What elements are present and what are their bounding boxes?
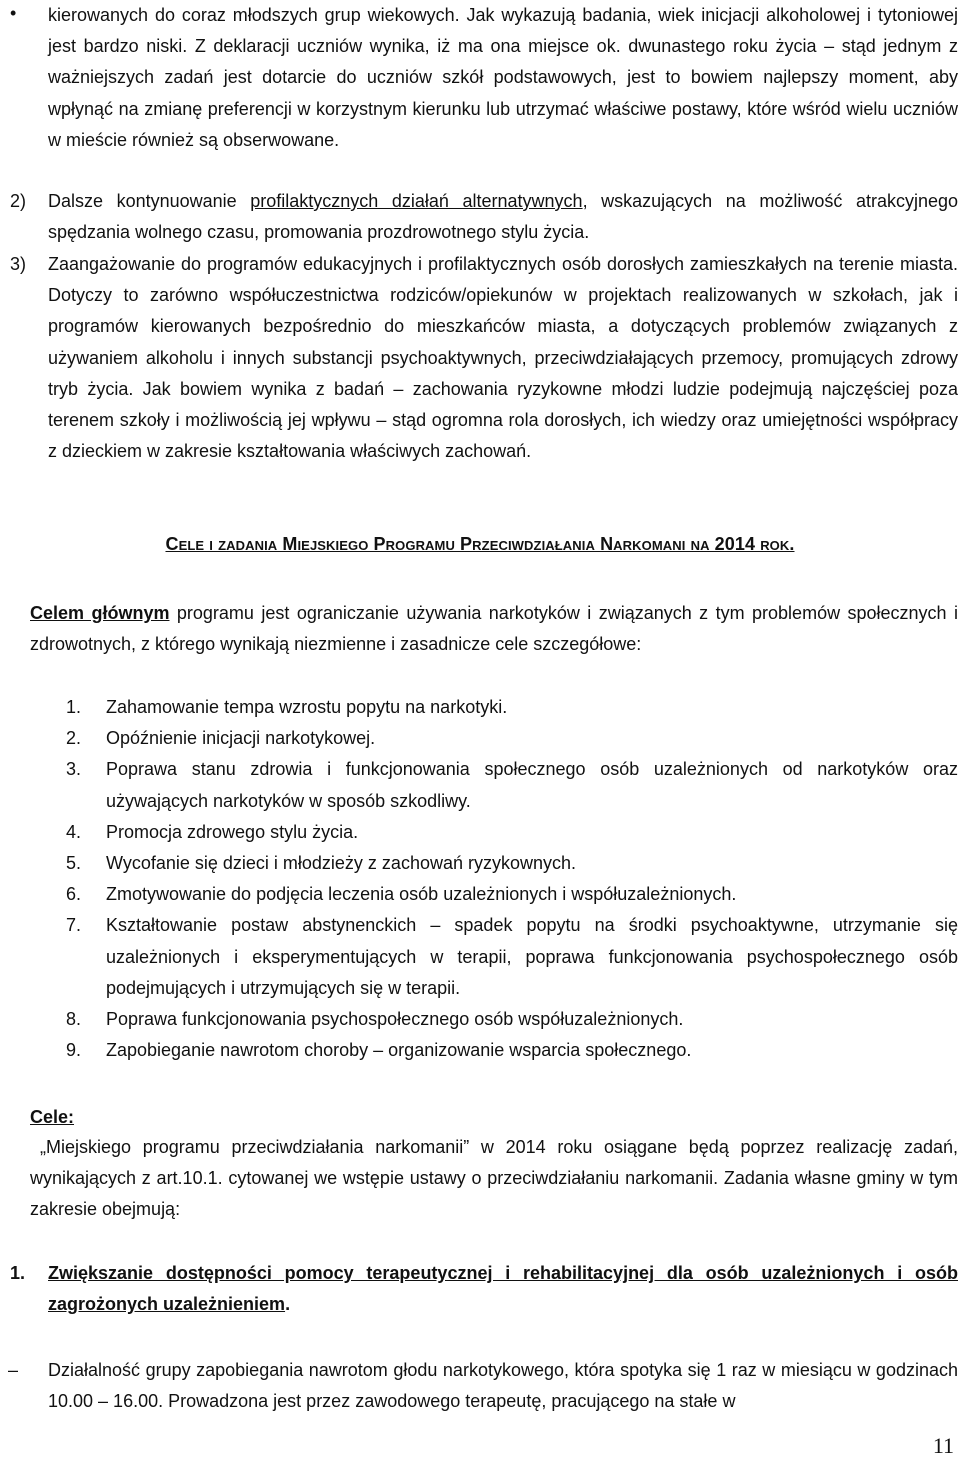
section-1 (10, 1258, 958, 1320)
goal-item (66, 723, 958, 754)
goal-number: 3. (66, 759, 82, 780)
goal-item (66, 910, 958, 1004)
section-heading: Cele i zadania Miejskiego Programu Przeciwdziałania Narkomani na 2014 rok. (165, 534, 795, 554)
main-goal-paragraph (30, 598, 958, 660)
dash-marker: – (8, 1360, 19, 1380)
goal-item (66, 1035, 958, 1066)
main-goal-label: Celem głównym (30, 603, 170, 623)
goal-text: Kształtowanie postaw abstynenckich – spadek popytu na środki psychoaktywne, utrzymanie się uzależnionych i eksperymentujących w terapii, poprawa funkcjonowania psychospołecznego osób podejmujących i utrzymujących się w terapii. (106, 915, 958, 998)
goal-text: Zmotywowanie do podjęcia leczenia osób uzależnionych i współuzależnionych. (106, 884, 737, 905)
goal-number: 5. (66, 853, 82, 874)
goal-item (66, 848, 958, 879)
goal-number: 4. (66, 821, 82, 842)
goal-number: 2. (66, 728, 82, 749)
dash-item-text: Działalność grupy zapobiegania nawrotom głodu narkotykowego, która spotyka się 1 raz w miesiącu w godzinach 10.00 – 16.00. Prowadzona jest przez zawodowego terapeutę, pracującego na stałe w (48, 1360, 958, 1412)
item-3-number: 3) (10, 254, 27, 274)
item-2-underlined: profilaktycznych działań alternatywnych (250, 191, 583, 211)
goal-item (66, 754, 958, 816)
section-1-tail: . (285, 1294, 291, 1315)
goal-text: Zapobieganie nawrotom choroby – organizowanie wsparcia społecznego. (106, 1040, 692, 1061)
cele-label: Cele: (30, 1107, 75, 1127)
goal-number: 7. (66, 915, 82, 936)
cele-label-line (30, 1102, 958, 1133)
goal-item (66, 817, 958, 848)
item-2-lead: Dalsze kontynuowanie (48, 191, 251, 211)
bullet-text: kierowanych do coraz młodszych grup wiekowych. Jak wykazują badania, wiek inicjacji alkoholowej i tytoniowej jest bardzo niski. Z deklaracji uczniów wynika, iż ma ona miejsce ok. dwunastego roku życia – stąd jednym z ważniejszych zadań jest dotarcie do uczniów szkół podstawowych, jest to bowiem najlepszy moment, aby wpłynąć na zmianę preferencji w korzystnym kierunku lub utrzymać właściwe postawy, które wśród wielu uczniów w mieście również są obserwowane. (48, 5, 958, 150)
goal-text: Promocja zdrowego stylu życia. (106, 821, 359, 842)
main-goal-text: programu jest ograniczanie używania narkotyków i związanych z tym problemów społecznych i zdrowotnych, z którego wynikają niezmienne i zasadnicze cele szczegółowe: (30, 603, 958, 655)
goal-item (66, 692, 958, 723)
goal-number: 6. (66, 884, 82, 905)
page-number: 11 (932, 1433, 954, 1458)
goal-text: Poprawa funkcjonowania psychospołecznego osób współuzależnionych. (106, 1009, 684, 1030)
goal-number: 8. (66, 1009, 82, 1030)
section-1-number: 1. (10, 1263, 26, 1283)
goal-text: Wycofanie się dzieci i młodzieży z zachowań ryzykownych. (106, 853, 577, 874)
item-2-rest: , wskazujących na możliwość atrakcyjnego spędzania wolnego czasu, promowania prozdrowotnego stylu życia. (48, 191, 959, 243)
goal-text: Zahamowanie tempa wzrostu popytu na narkotyki. (106, 697, 508, 717)
bullet-dot: • (10, 3, 17, 23)
goal-list (66, 692, 958, 1066)
goal-number: 9. (66, 1040, 82, 1061)
numbered-item-3 (10, 249, 958, 467)
goal-item (66, 1004, 958, 1035)
cele-paragraph: „Miejskiego programu przeciwdziałania narkomanii” w 2014 roku osiągane będą poprzez realizację zadań, wynikających z art.10.1. cytowanej we wstępie ustawy o przeciwdziałaniu narkomanii. Zadania własne gminy w tym zakresie obejmują: (30, 1137, 958, 1220)
item-2-number: 2) (10, 191, 27, 211)
goal-text: Poprawa stanu zdrowia i funkcjonowania społecznego osób uzależnionych od narkotyków oraz używających narkotyków w sposób szkodliwy. (106, 759, 958, 811)
goal-item (66, 879, 958, 910)
goal-text: Opóźnienie inicjacji narkotykowej. (106, 728, 376, 749)
item-3-text: Zaangażowanie do programów edukacyjnych i profilaktycznych osób dorosłych zamieszkałych na terenie miasta. Dotyczy to zarówno współuczestnictwa rodziców/opiekunów w projektach realizowanych w szkołach, jak i programów kierowanych bezpośrednio do mieszkańców miasta, a dotyczących problemów związanych z używaniem alkoholu i innych substancji psychoaktywnych, przeciwdziałających przemocy, promujących zdrowy tryb życia. Jak bowiem wynika z badań – zachowania ryzykowne młodzi ludzie podejmują najczęściej poza terenem szkoły i możliwością jej wpływu – stąd ogromna rola dorosłych, ich wiedzy oraz umiejętności współpracy z dzieckiem w zakresie kształtowania właściwych zachowań. (48, 254, 958, 462)
bullet-paragraph (10, 0, 958, 156)
dash-item (8, 1355, 958, 1417)
section-1-title: Zwiększanie dostępności pomocy terapeutycznej i rehabilitacyjnej dla osób uzależnionych i osób zagrożonych uzależnieniem (48, 1263, 958, 1315)
numbered-item-2 (10, 186, 959, 248)
goal-number: 1. (66, 697, 82, 717)
